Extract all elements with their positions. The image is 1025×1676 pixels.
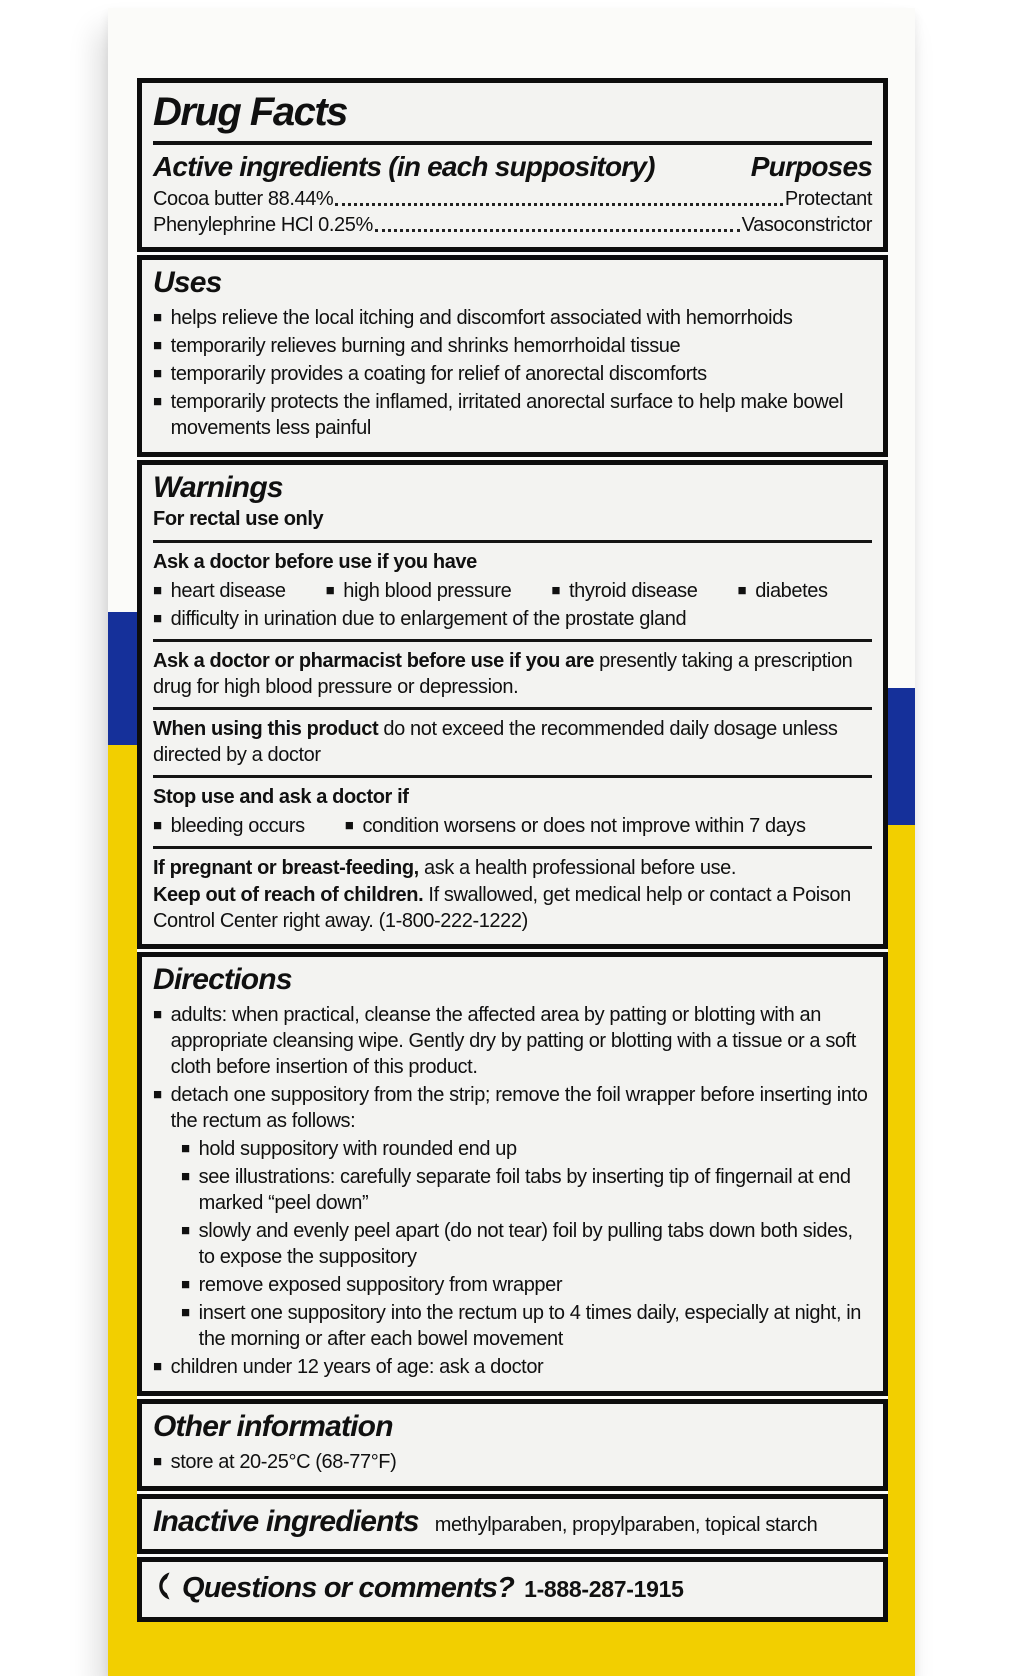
stop-use-lead: Stop use and ask a doctor if bbox=[153, 786, 409, 808]
questions-heading: Questions or comments? bbox=[182, 1571, 515, 1604]
ingredient-name: Phenylephrine HCl 0.25% bbox=[153, 214, 373, 236]
square-bullet-icon: ■ bbox=[153, 610, 162, 627]
uses-item bbox=[153, 305, 872, 331]
section-questions bbox=[137, 1557, 888, 1622]
ask-pharmacist-rest: presently taking a prescription drug for high blood pressure or depression. bbox=[153, 650, 853, 698]
directions-subitem bbox=[181, 1300, 872, 1352]
square-bullet-icon: ■ bbox=[153, 582, 162, 599]
section-inactive-ingredients bbox=[137, 1494, 888, 1554]
drug-facts-title: Drug Facts bbox=[153, 90, 347, 134]
package-bottom-band bbox=[108, 1622, 915, 1676]
section-warnings bbox=[137, 460, 888, 949]
condition-text: heart disease bbox=[170, 580, 286, 602]
section-directions bbox=[137, 952, 888, 1396]
ingredient-row bbox=[153, 186, 872, 212]
active-ingredients-header bbox=[153, 150, 872, 184]
ingredient-purpose: Protectant bbox=[784, 188, 872, 210]
condition-item bbox=[153, 813, 305, 839]
uses-item-text: temporarily provides a coating for relief of anorectal discomforts bbox=[170, 363, 707, 385]
divider bbox=[153, 846, 872, 849]
ask-doctor-lead: Ask a doctor before use if you have bbox=[153, 551, 477, 573]
square-bullet-icon: ■ bbox=[153, 1086, 162, 1103]
dot-leader bbox=[335, 203, 783, 206]
square-bullet-icon: ■ bbox=[181, 1140, 190, 1157]
square-bullet-icon: ■ bbox=[153, 1453, 162, 1470]
section-uses bbox=[137, 255, 888, 457]
pregnant-rest: ask a health professional before use. bbox=[418, 857, 737, 879]
square-bullet-icon: ■ bbox=[181, 1276, 190, 1293]
directions-item bbox=[153, 1354, 872, 1380]
square-bullet-icon: ■ bbox=[344, 817, 354, 834]
condition-item bbox=[326, 578, 512, 604]
ask-doctor-conditions bbox=[153, 578, 872, 604]
condition-text: difficulty in urination due to enlargement of the prostate gland bbox=[170, 608, 687, 630]
purposes-heading: Purposes bbox=[750, 151, 872, 182]
square-bullet-icon: ■ bbox=[181, 1168, 190, 1185]
square-bullet-icon: ■ bbox=[325, 582, 335, 599]
dot-leader bbox=[375, 229, 740, 232]
rectal-use-only: For rectal use only bbox=[153, 508, 324, 530]
inactive-ingredients-heading: Inactive ingredients bbox=[153, 1505, 419, 1538]
children-paragraph bbox=[153, 882, 872, 934]
square-bullet-icon: ■ bbox=[153, 309, 162, 326]
ingredient-row bbox=[153, 212, 872, 238]
directions-item-text: see illustrations: carefully separate foil tabs by inserting tip of fingernail at end marked “peel down” bbox=[198, 1166, 851, 1214]
storage-text: store at 20-25°C (68-77°F) bbox=[170, 1451, 397, 1473]
inactive-ingredients-text: methylparaben, propylparaben, topical starch bbox=[434, 1514, 818, 1536]
square-bullet-icon: ■ bbox=[181, 1304, 190, 1321]
package-right-edge bbox=[888, 8, 915, 1676]
phone-icon bbox=[153, 1571, 172, 1606]
square-bullet-icon: ■ bbox=[153, 393, 162, 410]
when-using-lead: When using this product bbox=[153, 718, 379, 740]
ask-pharmacist-paragraph bbox=[153, 648, 872, 700]
other-information-heading: Other information bbox=[153, 1410, 393, 1443]
condition-text: bleeding occurs bbox=[170, 815, 305, 837]
condition-item bbox=[551, 578, 697, 604]
uses-item-text: temporarily relieves burning and shrinks hemorrhoidal tissue bbox=[170, 335, 681, 357]
divider bbox=[153, 540, 872, 543]
directions-item bbox=[153, 1002, 872, 1080]
square-bullet-icon: ■ bbox=[551, 582, 560, 599]
square-bullet-icon: ■ bbox=[153, 817, 162, 834]
package-left-edge bbox=[108, 8, 137, 1676]
square-bullet-icon: ■ bbox=[153, 1358, 162, 1375]
uses-item-text: temporarily protects the inflamed, irritated anorectal surface to help make bowel movements less painful bbox=[170, 391, 844, 439]
stop-use-conditions bbox=[153, 813, 872, 839]
directions-subitem bbox=[181, 1136, 872, 1162]
condition-item bbox=[738, 578, 828, 604]
divider bbox=[153, 775, 872, 778]
questions-phone-number: 1-888-287-1915 bbox=[524, 1575, 684, 1602]
product-package bbox=[108, 8, 915, 1676]
square-bullet-icon: ■ bbox=[153, 1006, 162, 1023]
condition-item bbox=[345, 813, 806, 839]
divider bbox=[153, 141, 872, 145]
uses-item bbox=[153, 361, 872, 387]
uses-item bbox=[153, 389, 872, 441]
directions-heading: Directions bbox=[153, 963, 292, 996]
children-lead: Keep out of reach of children. bbox=[153, 884, 424, 906]
square-bullet-icon: ■ bbox=[181, 1222, 190, 1239]
section-other-information bbox=[137, 1399, 888, 1491]
divider bbox=[153, 707, 872, 710]
directions-subitem bbox=[181, 1218, 872, 1270]
directions-subitem bbox=[181, 1164, 872, 1216]
active-ingredients-heading: Active ingredients (in each suppository) bbox=[153, 151, 655, 182]
when-using-paragraph bbox=[153, 716, 872, 768]
directions-item-text: adults: when practical, cleanse the affected area by patting or blotting with an appropriate cleansing wipe. Gently dry by patting or blotting with a tissue or a soft cloth before insertion of this product. bbox=[170, 1004, 856, 1078]
other-information-item bbox=[153, 1449, 872, 1475]
directions-item-text: slowly and evenly peel apart (do not tear) foil by pulling tabs down both sides, to expose the suppository bbox=[198, 1220, 853, 1268]
uses-item bbox=[153, 333, 872, 359]
directions-subitem bbox=[181, 1272, 872, 1298]
directions-item bbox=[153, 1082, 872, 1134]
condition-item bbox=[153, 606, 872, 632]
directions-item-text: hold suppository with rounded end up bbox=[198, 1138, 517, 1160]
children-rest: If swallowed, get medical help or contact a Poison Control Center right away. (1-800-222-1222) bbox=[153, 884, 851, 932]
questions-row bbox=[153, 1567, 872, 1608]
when-using-rest: do not exceed the recommended daily dosage unless directed by a doctor bbox=[153, 718, 838, 766]
ingredient-purpose: Vasoconstrictor bbox=[741, 214, 872, 236]
condition-item bbox=[153, 578, 286, 604]
warnings-heading: Warnings bbox=[153, 471, 283, 504]
directions-item-text: children under 12 years of age: ask a doctor bbox=[170, 1356, 544, 1378]
pregnant-lead: If pregnant or breast-feeding, bbox=[153, 857, 419, 879]
ask-pharmacist-lead: Ask a doctor or pharmacist before use if you are bbox=[153, 650, 594, 672]
divider bbox=[153, 639, 872, 642]
directions-item-text: insert one suppository into the rectum up to 4 times daily, especially at night, in the morning or after each bowel movement bbox=[198, 1302, 862, 1350]
condition-text: diabetes bbox=[755, 580, 828, 602]
condition-text: condition worsens or does not improve within 7 days bbox=[362, 815, 806, 837]
drug-facts-label bbox=[137, 78, 888, 1622]
directions-item-text: detach one suppository from the strip; remove the foil wrapper before inserting into the rectum as follows: bbox=[170, 1084, 868, 1132]
uses-heading: Uses bbox=[153, 266, 222, 299]
uses-item-text: helps relieve the local itching and discomfort associated with hemorrhoids bbox=[170, 307, 793, 329]
section-active-ingredients bbox=[137, 78, 888, 252]
pregnant-paragraph bbox=[153, 855, 872, 881]
ingredient-name: Cocoa butter 88.44% bbox=[153, 188, 334, 210]
condition-text: high blood pressure bbox=[343, 580, 512, 602]
square-bullet-icon: ■ bbox=[737, 582, 747, 599]
square-bullet-icon: ■ bbox=[153, 365, 162, 382]
square-bullet-icon: ■ bbox=[153, 337, 162, 354]
directions-item-text: remove exposed suppository from wrapper bbox=[198, 1274, 563, 1296]
inactive-ingredients-row bbox=[153, 1504, 872, 1540]
condition-text: thyroid disease bbox=[568, 580, 698, 602]
